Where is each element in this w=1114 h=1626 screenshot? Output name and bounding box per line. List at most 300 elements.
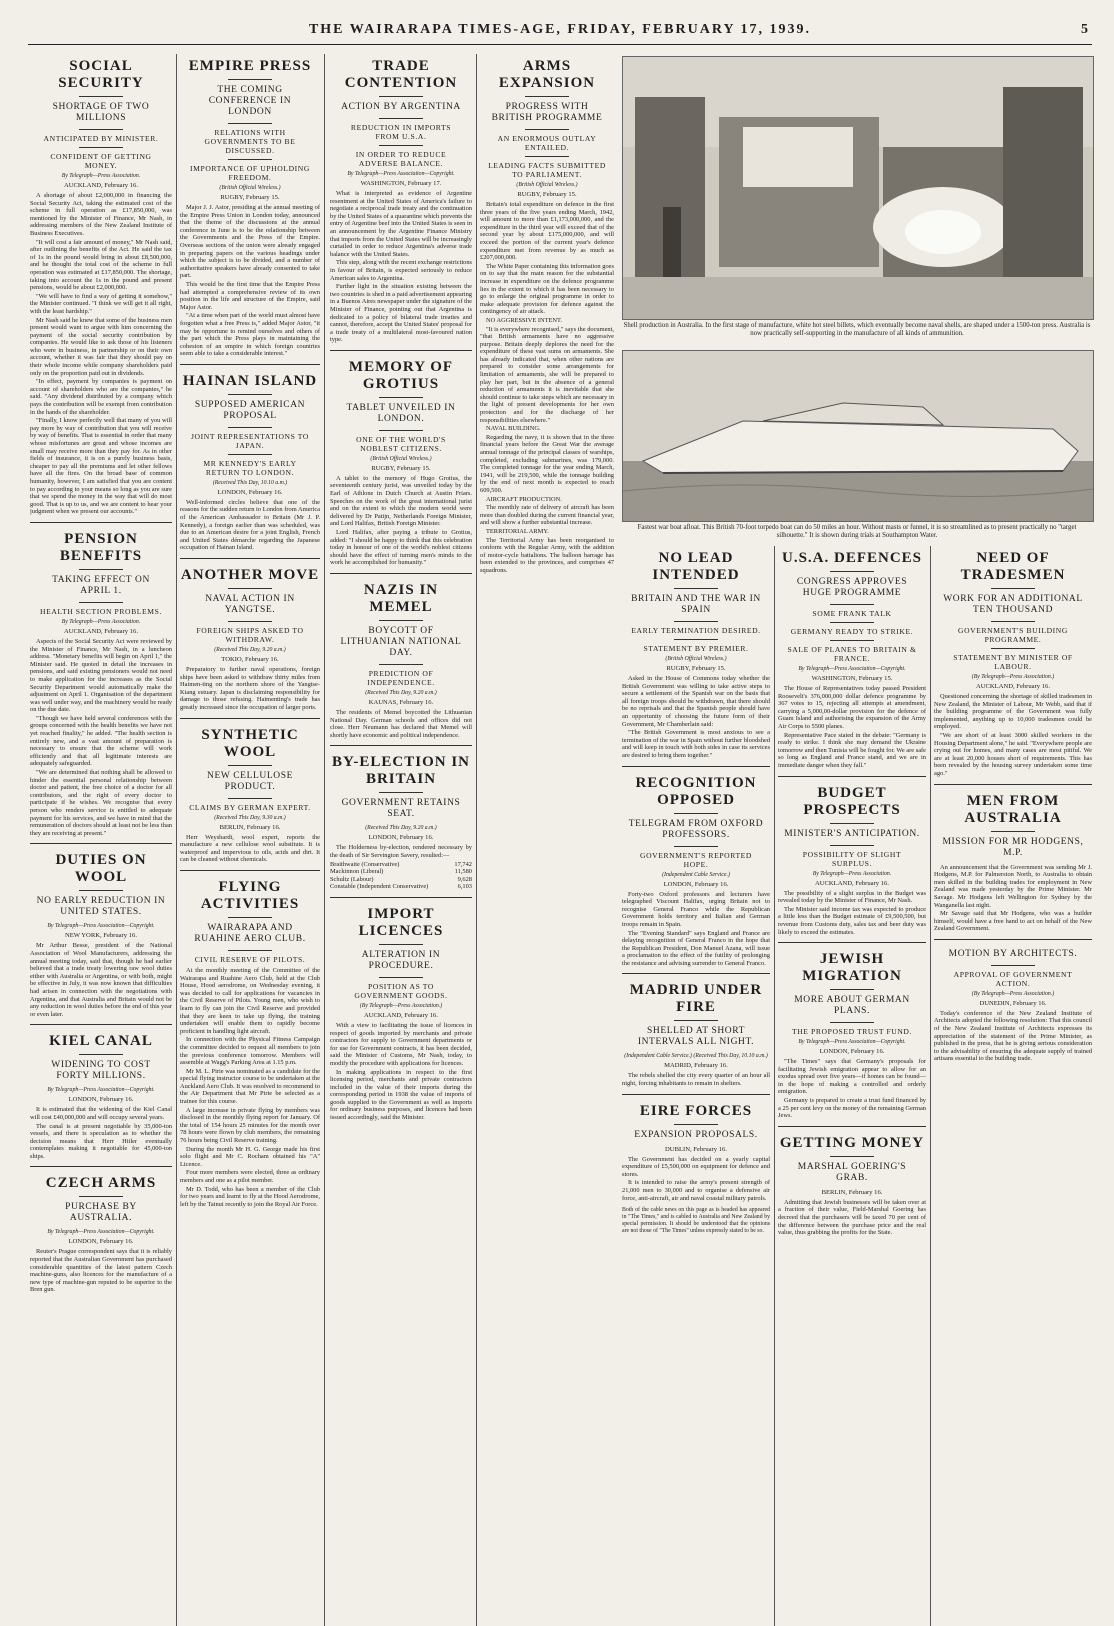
divider xyxy=(228,765,272,766)
article-paragraph: It is estimated that the widening of the Kiel Canal will cost £40,000,000 and will occupy several years. xyxy=(30,1106,172,1121)
page-number: 5 xyxy=(1081,22,1088,37)
article-paragraph: The House of Representatives today passed President Roosevelt's 376,000,000 dollar defence programme by 367 votes to 15, rejecting all attempts at amendment, carrying a 5,000,00-dollar provision for the defence of Guam Island and authorising the expansion of the Army Air Corps to 5500 planes. xyxy=(778,685,926,730)
article-paragraph: Mr D. Todd, who has been a member of the Club for two years and learnt to fly at the Hood Aerodrome, left by the Tainui recently to join the Royal Air Force. xyxy=(180,1185,320,1208)
article-byline: By Telegraph—Press Association—Copyright. xyxy=(798,1039,906,1046)
article-subhead: PREDICTION OF INDEPENDENCE. xyxy=(367,669,435,687)
article-paragraph: The residents of Memel boycotted the Lithuanian National Day. German schools and offices did not close. Herr Neumann has declared that Memel will shortly have economic and political independence. xyxy=(330,709,472,739)
article-body xyxy=(934,864,1092,933)
article-paragraph: Questioned concerning the shortage of skilled tradesmen in New Zealand, the Minister of Labour, Mr Webb, said that if the building programme of the Government was fully implemented, anything up to 10,000 tradesmen could be employed. xyxy=(934,693,1092,731)
article-body xyxy=(180,499,320,552)
article-paragraph: Mr M. L. Pirie was nominated as a candidate for the special flying instructor course to be undertaken at the Auckland Aero Club. It was resolved to recommend to the Air Department that Mr Pirie be selected as a trainee for this course. xyxy=(180,1067,320,1106)
article-paragraph: Representative Pace stated in the debate: "Germany is ready to strike. I think she may demand the Ukraine tomorrow and then Tunisia will be fought for. We are safe so long as England and France stand, and we are in immediate danger when they fall." xyxy=(778,731,926,769)
article-paragraph: At the monthly meeting of the Committee of the Wairarapa and Ruahine Aero Club, held at the Club House, Hood aerodrome, on Wednesday evening, it was decided to call for applications for vacancies in the Civil Reserve of Pilots. Young men, who wish to learn to fly can join the Civil Reserve and provided that they are keen to take up flying, the training undertaken will enable them to rapidly become proficient in handling light aircraft. xyxy=(180,966,320,1035)
article-byline: By Telegraph—Press Association—Copyright. xyxy=(47,1087,155,1094)
divider xyxy=(830,823,874,824)
article-subhead: PURCHASE BY AUSTRALIA. xyxy=(65,1202,137,1224)
article-paragraph: Aspects of the Social Security Act were reviewed by the Minister of Finance, Mr Nash, in a luncheon address. "Monetary benefits will begin on April 1," the Minister said. He quoted in detail the increases in pensions, and said existing pensioners would not need to make application for the increases as the Social Security Department would automatically make the adjustment on April 1. Organisation of the department was well under way, and the machinery would be ready on the due date. xyxy=(30,637,172,714)
article-body xyxy=(30,1248,172,1294)
article-byline: By Telegraph—Press Association. xyxy=(61,618,141,625)
article xyxy=(180,870,320,1208)
article xyxy=(934,939,1092,1063)
article xyxy=(622,1094,770,1203)
page-footnote: Both of the cable news on this page as is headed has appeared in "The Times," and is cabled to Australia and New Zealand by special permission. It should be understood that the opinions are not those of "The Times" unless expressly stated to be so. xyxy=(622,1207,770,1235)
article-headline: PENSION BENEFITS xyxy=(59,530,143,564)
article-paragraph: The canal is at present negotiable by 35,000-ton vessels, and there is speculation as to whether the decision means that Herr Hitler eventually contemplates making it negotiable for 45,000-ton ships. xyxy=(30,1122,172,1160)
divider xyxy=(830,640,874,641)
article-paragraph: Britain's total expenditure on defence in the first three years of the five years ending March, 1942, will amount to more than £1,173,000,000, and the expenditure in the third year will exceed that of the second year by about £175,000,000, and will exceed the portion of the current year's defence expenditure met from revenue by as much as £207,000,000. xyxy=(480,201,614,262)
article-paragraph: The monthly rate of delivery of aircraft has been more than doubled during the current financial year, and will show a further substantial increase. xyxy=(480,504,614,527)
article-byline: By Telegraph—Press Association—Copyright. xyxy=(798,666,906,672)
article-subhead: STATEMENT BY PREMIER. xyxy=(643,644,749,653)
article-paragraph: "In effect, payment by companies is payment on account of shareholders who are the companies," he said. "Any dividend distributed by a company which pays the contribution will be exempt from contribution in the hands of the shareholder. xyxy=(30,378,172,416)
divider xyxy=(379,977,423,978)
article-headline: TRADE CONTENTION xyxy=(344,58,458,91)
article-headline: GETTING MONEY xyxy=(779,1134,925,1151)
election-result-row xyxy=(330,883,472,891)
article-dateline: LONDON, February 16. xyxy=(663,880,729,888)
divider xyxy=(228,798,272,799)
divider xyxy=(79,1196,123,1197)
article xyxy=(622,550,770,760)
divider xyxy=(228,159,272,160)
article-paragraph: During the month Mr H. G. George made his first solo flight and Mr C. Rocham obtained his "A" Licence. xyxy=(180,1145,320,1168)
article-subhead: SOME FRANK TALK xyxy=(812,609,892,618)
article-paragraph: Asked in the House of Commons today whether the British Government was willing to take active steps to secure a settlement of the Spanish war on the basis that all foreign troops should be withdrawn, that there should be no reprisals and that the Spanish people should have an opportunity of choosing the future form of their Government, Mr Chamberlain said: xyxy=(622,675,770,728)
article-headline: NEED OF TRADESMEN xyxy=(960,550,1066,583)
article-subhead: TAKING EFFECT ON APRIL 1. xyxy=(52,574,150,596)
article-dateline: MADRID, February 16. xyxy=(664,1062,728,1070)
candidate-name: Schultz (Labour) xyxy=(330,875,374,883)
article-paragraph: Major J. J. Astor, presiding at the annual meeting of the Empire Press Union in London today, announced that the theme of the discussions at the annual conference in June is to be the relationship between the Governments and the Press of the Empire. Overseas sections of the union were already engaged in preparing papers on the various headings under which the subject is to be divided, and a number of authoritative speakers have already consented to take part. xyxy=(180,204,320,280)
article-byline: By Telegraph—Press Association—Copyright. xyxy=(47,1229,155,1236)
article-subhead: MR KENNEDY'S EARLY RETURN TO LONDON. xyxy=(203,458,297,477)
article-dateline: NEW YORK, February 16. xyxy=(65,932,137,940)
article xyxy=(180,718,320,864)
election-result-row xyxy=(330,868,472,876)
article-body xyxy=(778,1058,926,1120)
article-body xyxy=(330,1022,472,1122)
article-paragraph: Mr Savage said that Mr Hodgens, who was a builder himself, would have a free hand to act on behalf of the New Zealand Government. xyxy=(934,910,1092,933)
article-paragraph: In connection with the Physical Fitness Campaign the committee decided to request all members to join the previous conference tomorrow. Members will assemble at Wagg's Parking Area at 1.15 p.m. xyxy=(180,1036,320,1067)
divider xyxy=(991,588,1035,589)
article-byline: (British Official Wireless.) xyxy=(370,455,432,462)
article-subhead: MORE ABOUT GERMAN PLANS. xyxy=(794,995,910,1017)
divider xyxy=(674,846,718,847)
divider xyxy=(991,648,1035,649)
article-headline: MEN FROM AUSTRALIA xyxy=(964,792,1062,826)
article-headline: SOCIAL SECURITY xyxy=(58,58,144,91)
divider xyxy=(674,813,718,814)
article-paragraph: Preparatory to further naval operations, foreign ships have been asked to withdraw thirty miles from Haimen-ting on the northern shore of the Yangtse-Kiang estuary. Japan is disclaiming responsibility for damage to those refusing. Haimenting's trade has greatly increased since the occupation of larger ports. xyxy=(180,666,320,711)
article-body xyxy=(622,1072,770,1087)
article-body xyxy=(778,685,926,770)
article xyxy=(30,58,172,516)
article-byline: (By Telegraph—Press Association.) xyxy=(359,1002,443,1009)
article xyxy=(180,558,320,712)
article-headline: FLYING ACTIVITIES xyxy=(200,878,300,912)
article-subhead: POSSIBILITY OF SLIGHT SURPLUS. xyxy=(802,849,902,868)
divider xyxy=(79,147,123,148)
divider xyxy=(228,79,272,80)
column-6 xyxy=(778,546,931,1626)
article xyxy=(934,550,1092,778)
article-subhead: NEW CELLULOSE PRODUCT. xyxy=(207,770,293,792)
article-paragraph: The possibility of a slight surplus in the Budget was revealed today by the Minister of Finance, Mr Nash. xyxy=(778,889,926,905)
article-paragraph: Lord Halifax, after paying a tribute to Grotius, added: "I should be happy to think that this celebration today in honour of one of the world's noblest citizens should have the effect of turning men's minds to the work he accomplished for humanity." xyxy=(330,529,472,567)
article-subhead: CONFIDENT OF GETTING MONEY. xyxy=(50,152,152,170)
article-paragraph: A large increase in private flying by members was disclosed in the monthly flying report for January. Of the total of 154 hours 25 minutes for the month over 78 hours were flown by club members, the remaining 76 hours being Civil Reserve training. xyxy=(180,1106,320,1145)
article xyxy=(778,550,926,770)
article-paragraph: NAVAL BUILDING. xyxy=(486,425,541,433)
article-paragraph: Mr Arthur Besse, president of the National Association of Wool Manufacturers, addressing the annual meeting today, said that, though he had earlier believed that a trade treaty lowering raw wool duties either with Australia or Argentina, or with both, might be effective in July, it was now known that difficulties had arisen in connection with the negotiations with Argentina, and that Australia and Britain would not be any reduction in wool duties before the end of this year or even later. xyxy=(30,942,172,1018)
divider xyxy=(228,394,272,395)
article-byline: (Received This Day, 10.10 a.m.) xyxy=(212,479,288,486)
article-subhead: MISSION FOR MR HODGENS, M.P. xyxy=(942,836,1084,858)
shell-press-image xyxy=(623,57,1093,319)
article-headline: CZECH ARMS xyxy=(45,1175,157,1192)
article-subhead: CIVIL RESERVE OF PILOTS. xyxy=(194,954,306,964)
article-subhead: SHELLED AT SHORT INTERVALS ALL NIGHT. xyxy=(637,1026,755,1048)
article-byline: (Independent Cable Service.) (Received This Day, 10.10 a.m.) xyxy=(624,1053,768,1060)
article-subhead: EARLY TERMINATION DESIRED. xyxy=(631,626,761,635)
divider xyxy=(379,430,423,431)
divider xyxy=(830,989,874,990)
article-byline: (British Official Wireless.) xyxy=(219,185,281,191)
article-subhead: APPROVAL OF GOVERNMENT ACTION. xyxy=(953,969,1073,988)
article-subhead: WIDENING TO COST FORTY MILLIONS. xyxy=(51,1060,151,1082)
article-dateline: KAUNAS, February 16. xyxy=(368,699,434,706)
article-headline: JEWISH MIGRATION xyxy=(802,951,902,985)
article-subhead: GOVERNMENT'S REPORTED HOPE. xyxy=(639,850,753,869)
article-body xyxy=(778,1199,926,1237)
article-paragraph: "We are short of at least 3000 skilled workers in the Housing Department alone," he said. "Everywhere people are crying out for homes, and many cases are most pitiful. We are at least 20,000 houses short of requirements. This has been revealed by the housing survey undertaken some time ago." xyxy=(934,731,1092,777)
divider xyxy=(991,831,1035,832)
article-headline: HAINAN ISLAND xyxy=(182,372,318,389)
article-paragraph: The "Evening Standard" says England and France are delaying recognition of General Franco in the hope that the Republican President, Don Manuel Azana, will issue a proclamation to the effect of the futility of prolonging the resistance and advising surrender to General Franco. xyxy=(622,929,770,967)
column-3 xyxy=(330,54,477,1626)
article-subhead: NO EARLY REDUCTION IN UNITED STATES. xyxy=(36,896,166,918)
article-body xyxy=(330,475,472,567)
divider xyxy=(674,639,718,640)
divider xyxy=(79,129,123,130)
divider xyxy=(79,96,123,97)
article-subhead: MARSHAL GOERING'S GRAB. xyxy=(797,1161,907,1183)
article-paragraph: "Finally, I know perfectly well that many of you will pay more by way of contribution that you will receive by way of benefits. That is essential in order that many whose misfortunes are great and whose incomes are small may receive more than they pay for. As in other fields of insurance, it is on a purely business basis, cheaper to pay all the premiums and let other fellows have all the fires. On the broad base of common humanity, however, I am satisfied that you are content to pay according to your means so long as you are sure that we spend the money in the way that will do most good. That is up to us, and we are content to hear your judgment when we present our accounts." xyxy=(30,417,172,516)
divider xyxy=(379,620,423,621)
divider xyxy=(228,427,272,428)
article xyxy=(778,776,926,937)
divider xyxy=(379,118,423,119)
article-paragraph: "We are determined that nothing shall be allowed to hinder the essential personal relationship between doctor and patient, the free choice of a doctor for all contributors, and the right of every doctor to participate if he wishes. We recognise that every person who renders service is entitled to adequate payment for his services, and we have in mind that the remuneration of doctors should at least not be less than they are receiving at present." xyxy=(30,769,172,837)
article xyxy=(622,766,770,968)
article-dateline: RUGBY, February 15. xyxy=(371,464,431,472)
candidate-votes: 11,580 xyxy=(454,868,472,876)
article-byline: (Received This Day, 9.30 a.m.) xyxy=(214,814,286,821)
article-headline: ANOTHER MOVE xyxy=(180,567,320,584)
article-dateline: BERLIN, February 16. xyxy=(219,823,281,831)
article-headline: U.S.A. DEFENCES xyxy=(781,550,923,566)
article-byline: By Telegraph—Press Association. xyxy=(61,173,141,179)
article-dateline: LONDON, February 16. xyxy=(368,834,434,842)
article-body xyxy=(180,666,320,712)
article-paragraph: It is intended to raise the army's present strength of 21,000 men to 30,000 and to organise a defensive air force, anti-aircraft, air and naval coastal military patrols. xyxy=(622,1179,770,1202)
article-subhead: MINISTER'S ANTICIPATION. xyxy=(784,828,920,839)
torpedo-boat-image xyxy=(623,351,1093,521)
candidate-name: Constable (Independent Conservative) xyxy=(330,883,429,891)
candidate-name: Braithwaite (Conservative) xyxy=(330,860,400,868)
article xyxy=(330,897,472,1122)
article-headline: RECOGNITION OPPOSED xyxy=(635,774,757,808)
article-dateline: WASHINGTON, February 15. xyxy=(811,675,893,682)
article-body xyxy=(330,709,472,739)
article-byline: (British Official Wireless.) xyxy=(516,182,578,188)
article-headline: MEMORY OF GROTIUS xyxy=(348,358,454,392)
article xyxy=(180,58,320,358)
divider xyxy=(674,588,718,589)
divider xyxy=(830,1022,874,1023)
candidate-name: Mackinnon (Liberal) xyxy=(330,868,384,876)
election-result-row xyxy=(330,861,472,869)
divider xyxy=(228,454,272,455)
article-dateline: DUBLIN, February 16. xyxy=(665,1145,727,1153)
article-subhead: JOINT REPRESENTATIONS TO JAPAN. xyxy=(190,431,309,450)
article-body xyxy=(180,204,320,358)
column-4 xyxy=(480,54,618,1626)
article-dateline: LONDON, February 16. xyxy=(68,1096,134,1104)
divider xyxy=(674,621,718,622)
article-subhead: ALTERATION IN PROCEDURE. xyxy=(361,949,441,971)
article-byline: By Telegraph—Press Association—Copyright. xyxy=(347,171,455,177)
article-dateline: LONDON, February 16. xyxy=(68,1238,134,1246)
article-paragraph: Today's conference of the New Zealand Institute of Architects adopted the following resolution: That this council of the New Zealand Institute of Architects expresses its appreciation of the statement of the Prime Minister, as published in the press, that he is giving serious consideration to the advisability of ensuring the adequate supply of trained artisans essential to the building trade. xyxy=(934,1009,1092,1063)
article xyxy=(622,973,770,1087)
divider xyxy=(991,965,1035,966)
divider xyxy=(830,622,874,623)
article-byline: (Received This Day, 9.20 a.m.) xyxy=(214,647,286,654)
article-dateline: RUGBY, February 15. xyxy=(220,194,280,201)
article-paragraph: Mr Nash said he knew that some of the business men present would want to argue with him concerning the payment of the social security contribution by companies. He would like to ask those of his listeners who were in business, in partnership or on their own account, whether it was fair that they should pay on their whole income while company shareholders paid only on the proportion paid out in dividends. xyxy=(30,316,172,377)
article-dateline: LONDON, February 16. xyxy=(217,488,283,496)
article-body xyxy=(330,844,472,891)
divider xyxy=(79,569,123,570)
article-body xyxy=(480,201,614,575)
article-subhead: MOTION BY ARCHITECTS. xyxy=(948,948,1078,959)
column-5 xyxy=(622,546,775,1626)
article-subhead: SALE OF PLANES TO BRITAIN & FRANCE. xyxy=(787,645,917,663)
article-dateline: BERLIN, February 16. xyxy=(821,1188,883,1196)
article-byline: (British Official Wireless.) xyxy=(665,656,727,662)
article-body xyxy=(934,1010,1092,1063)
article-body xyxy=(330,190,472,344)
divider xyxy=(379,664,423,665)
article xyxy=(330,350,472,567)
article-paragraph: The rebels shelled the city every quarter of an hour all night, forcing inhabitants to remain in shelters. xyxy=(622,1072,770,1088)
divider xyxy=(525,156,569,157)
article-body xyxy=(778,890,926,937)
candidate-votes: 17,742 xyxy=(454,860,472,868)
article xyxy=(778,942,926,1120)
article xyxy=(30,1024,172,1160)
article-paragraph: "Though we have held several conferences with the groups concerned with the health benefits we have not yet reached finality," he added. "The health section is entirely new, and a vast amount of preparation is necessary to ensure that the scheme will work efficiently and that all legitimate interests are adequately safeguarded. xyxy=(30,714,172,768)
article-subhead: WAIRARAPA AND RUAHINE AERO CLUB. xyxy=(194,922,306,944)
article-headline: BY-ELECTION IN BRITAIN xyxy=(331,754,471,788)
election-result-row xyxy=(330,876,472,884)
article-dateline: WASHINGTON, February 17. xyxy=(360,180,442,187)
article-paragraph: A shortage of about £2,000,000 in financing the Social Security Act, taking the estimated cost of the scheme in full operation as £17,850,000, was mentioned by the Minister of Finance, Mr Nash, in addressing members of the New Zealand Institute of Business Executives. xyxy=(30,192,172,237)
article-paragraph: Regarding the navy, it is shown that in the three financial years before the Great War the average annual tonnage of the principal classes of warships, completed, excluding submarines, was 179,000. The completed tonnage for the year ending March, 1941, will be 219,500, while the tonnage building by the end of next month is expected to reach 609,500. xyxy=(480,433,614,494)
article-headline: MADRID UNDER FIRE xyxy=(629,982,763,1016)
article-subhead: THE COMING CONFERENCE IN LONDON xyxy=(208,85,292,117)
article-byline: By Telegraph—Press Association—Copyright. xyxy=(47,923,155,930)
article-subhead: HEALTH SECTION PROBLEMS. xyxy=(40,606,162,616)
article-paragraph: In making applications in respect to the first licensing period, merchants and private contractors included in the value of their imports during the corresponding period in 1938 the value of imports of goods supplied to the Government as well as imports for ordinary business purposes, and licences had been issued accordingly, said the Minister. xyxy=(330,1068,472,1122)
article-subhead: BRITAIN AND THE WAR IN SPAIN xyxy=(631,594,761,615)
article-headline: NAZIS IN MEMEL xyxy=(363,582,439,615)
article-subhead: THE PROPOSED TRUST FUND. xyxy=(791,1027,913,1037)
article-subhead: AN ENORMOUS OUTLAY ENTAILED. xyxy=(497,134,597,152)
article-subhead: FOREIGN SHIPS ASKED TO WITHDRAW. xyxy=(196,626,304,645)
column-7 xyxy=(934,546,1092,1626)
photo-torpedo-boat xyxy=(622,350,1094,522)
article-subhead: SHORTAGE OF TWO MILLIONS xyxy=(52,102,150,123)
article-paragraph: Four more members were elected, three as ordinary members and one as a pilot member. xyxy=(180,1169,320,1184)
article-dateline: TOKIO, February 16. xyxy=(221,656,279,664)
article-body xyxy=(934,693,1092,778)
article xyxy=(330,573,472,739)
article-paragraph: Reuter's Prague correspondent says that it is reliably reported that the Australian Government has purchased considerable quantities of the latest pattern Czech machine-guns, also licences for the manufacture of a new type of machine-gun reputed to be superior to the Bren gun. xyxy=(30,1248,172,1294)
article-body xyxy=(622,1156,770,1203)
divider xyxy=(674,1124,718,1125)
article-subhead: RELATIONS WITH GOVERNMENTS TO BE DISCUSSED. xyxy=(204,128,296,155)
article-headline: IMPORT LICENCES xyxy=(358,905,444,939)
newspaper-title: THE WAIRARAPA TIMES-AGE, FRIDAY, FEBRUARY 17, 1939. xyxy=(308,22,812,37)
article-body xyxy=(30,192,172,516)
article-subhead: STATEMENT BY MINISTER OF LABOUR. xyxy=(953,653,1073,671)
article-paragraph: "It will cost a fair amount of money," Mr Nash said, after outlining the benefits of the Act. He said the tax of 1s in the pound would bring in about £8,500,000, and he thought the total cost of the scheme in full operation was estimated at £17,850,000. The shortage, taking into account the 1s in the pound and present pensions, would be about £2,000,000. xyxy=(30,238,172,292)
article-byline: (Independent Cable Service.) xyxy=(662,871,730,878)
divider xyxy=(228,621,272,622)
divider xyxy=(379,792,423,793)
article-paragraph: AIRCRAFT PRODUCTION. xyxy=(486,495,562,503)
article-subhead: ANTICIPATED BY MINISTER. xyxy=(43,134,159,143)
article-headline: BUDGET PROSPECTS xyxy=(803,784,901,818)
article-subhead: CONGRESS APPROVES HUGE PROGRAMME xyxy=(796,577,908,598)
article xyxy=(480,58,614,575)
divider xyxy=(379,944,423,945)
divider xyxy=(379,145,423,146)
article-byline: (By Telegraph—Press Association.) xyxy=(971,674,1055,680)
article xyxy=(180,364,320,552)
divider xyxy=(79,890,123,891)
article-subhead: GOVERNMENT'S BUILDING PROGRAMME. xyxy=(958,626,1068,644)
article-dateline: AUCKLAND, February 16. xyxy=(976,683,1050,690)
column-1 xyxy=(30,54,177,1626)
article-paragraph: Germany is prepared to create a trust fund financed by a 25 per cent levy on the money of the remaining German Jews. xyxy=(778,1097,926,1120)
article-dateline: RUGBY, February 15. xyxy=(666,665,726,672)
article-subhead: POSITION AS TO GOVERNMENT GOODS. xyxy=(354,981,448,1000)
divider xyxy=(830,845,874,846)
article-paragraph: TERRITORIAL ARMY. xyxy=(486,527,549,535)
article xyxy=(778,1126,926,1237)
article xyxy=(330,58,472,344)
article-headline: EMPIRE PRESS xyxy=(188,58,312,74)
article-paragraph: The Minister said income tax was expected to produce a little less than the Budget estimate of £9,500,500, but revenue from Customs duty, sales tax and beer duty was likely to exceed the estimates. xyxy=(778,905,926,936)
article-paragraph: With a view to facilitating the issue of licences in respect of goods imported by merchants and private contractors for supply to Government departments or for use for Government contracts, it has been decided, said the Minister of Customs, Mr Nash, today, to modify the procedure with applications for licences. xyxy=(330,1021,472,1067)
article-subhead: NAVAL ACTION IN YANGTSE. xyxy=(205,594,295,616)
divider xyxy=(525,96,569,97)
article-paragraph: "The British Government is most anxious to see a termination of the war in Spain without further bloodshed and will keep in touch with both sides in case its services are desired to bring them together." xyxy=(622,729,770,759)
article-paragraph: Well-informed circles believe that one of the reasons for the sudden return to London from America of the American Ambassador to Britain (Mr J. P. Kennedy), a foreign earlier than was scheduled, was due to an American desire for a joint English, French and United States démarche regarding the Japanese occupation of Hainan Island. xyxy=(180,498,320,552)
article-subhead: PROGRESS WITH BRITISH PROGRAMME xyxy=(491,102,603,123)
divider xyxy=(830,571,874,572)
article-subhead: WORK FOR AN ADDITIONAL TEN THOUSAND xyxy=(943,594,1083,615)
article-headline: NO LEAD INTENDED xyxy=(652,550,740,583)
article-body xyxy=(180,967,320,1208)
masthead xyxy=(28,10,1092,45)
article-paragraph: The Territorial Army has been reorganised to conform with the Regular Army, with the addition of motor-cycle battalions. The balloon barrage has been extended to the provinces, and comprises 47 squadrons. xyxy=(480,536,614,574)
article-subhead: IMPORTANCE OF UPHOLDING FREEDOM. xyxy=(190,164,310,182)
article-paragraph: Admitting that Jewish businesses will be taken over at a fraction of their value, Field-Marshal Goering has decreed that the purchasers will be taxed 70 per cent of the difference between the purchase price and the real value, thus grabbing the profits for the State. xyxy=(778,1198,926,1237)
article-body xyxy=(30,1106,172,1160)
divider xyxy=(228,950,272,951)
article xyxy=(30,1166,172,1294)
divider xyxy=(228,123,272,124)
article-dateline: AUCKLAND, February 16. xyxy=(64,627,138,635)
article-body xyxy=(622,675,770,760)
article-dateline: AUCKLAND, February 16. xyxy=(815,879,889,887)
article-subhead: GOVERNMENT RETAINS SEAT. xyxy=(341,798,461,820)
article-subhead: LEADING FACTS SUBMITTED TO PARLIAMENT. xyxy=(488,161,606,179)
article-headline: KIEL CANAL xyxy=(49,1033,153,1050)
article-paragraph: An announcement that the Government was sending Mr J. Hodgens, M.P. for Palmerston North, to Australia to obtain men skilled in the building trades for employment in New Zealand was made yesterday by the Prime Minister. Mr Savage. Mr Hodgens left Wellington for Sydney by the Wanganella last night. xyxy=(934,863,1092,909)
article-paragraph: What is interpreted as evidence of Argentine resentment at the United States of America's failure to negotiate a reciprocal trade treaty and the continuation by the United States of a quarantine which prevents the entry of Argentine beef into the United States is seen in an announcement by the Argentine Finance Ministry that imports from the United States will be increasingly curtailed in order to reduce Argentina's adverse trade balance with the United States. xyxy=(330,190,472,258)
article-dateline: LONDON, February 16. xyxy=(819,1048,885,1056)
article-subhead: BOYCOTT OF LITHUANIAN NATIONAL DAY. xyxy=(340,626,462,658)
candidate-votes: 6,103 xyxy=(457,883,472,891)
article xyxy=(30,843,172,1018)
article-headline: ARMS EXPANSION xyxy=(498,58,596,91)
divider xyxy=(79,1054,123,1055)
article-byline: (By Telegraph—Press Association.) xyxy=(971,990,1055,997)
article-dateline: DUNEDIN, February 16. xyxy=(979,999,1047,1007)
article-paragraph: A tablet to the memory of Hugo Grotius, the seventeenth century jurist, was unveiled today by the Earl of Athlone in Dutch Church at Austin Friars. Speeches on the work of the great international jurist and on the extent to which the modern world were delivered by Dr Patijn, Netherlands Foreign Minister, and Lord Halifax, British Foreign Minister. xyxy=(330,474,472,528)
article-paragraph: The Government has decided on a yearly capital expenditure of £5,500,000 on equipment for defence and stores. xyxy=(622,1155,770,1178)
photo-caption-boat: Fastest war boat afloat. This British 70-foot torpedo boat can do 50 miles an hour. Without masts or funnel, it is so streamlined as to present practically no "target silhouette." It is shown during trials at Southampton Water. xyxy=(637,524,1077,540)
article-subhead: SUPPOSED AMERICAN PROPOSAL xyxy=(194,399,306,421)
article-byline: By Telegraph—Press Association. xyxy=(812,870,892,877)
article-body xyxy=(30,942,172,1018)
article-headline: SYNTHETIC WOOL xyxy=(201,726,299,760)
article xyxy=(30,522,172,837)
article-subhead: ACTION BY ARGENTINA xyxy=(341,102,461,112)
photo-shell-production xyxy=(622,56,1094,320)
article-subhead: TELEGRAM FROM OXFORD PROFESSORS. xyxy=(628,818,764,840)
divider xyxy=(79,602,123,603)
article-paragraph: "At a time when part of the world must almost have forgotten what a free Press is," added Major Astor, "it may be opportune to remind ourselves and others of the part which the Press plays in maintaining the cohesion of an empire in which foreign countries seem able to take a considerable interest." xyxy=(180,312,320,358)
article-body xyxy=(180,834,320,864)
divider xyxy=(830,604,874,605)
divider xyxy=(830,1156,874,1157)
article-subhead: GERMANY READY TO STRIKE. xyxy=(790,627,914,636)
article-paragraph: Further light in the situation existing between the two countries is shed in a paid advertisement appearing in a Buenos Aires newspaper under the signature of the Minister of Finance, pointing out that Argentina is dedicated to a policy of bilateral trade treaties and cannot, therefore, accept the United States' proposal for a trade treaty of a multilateral most-favoured nation type. xyxy=(330,283,472,344)
article-dateline: AUCKLAND, February 16. xyxy=(64,182,138,189)
article-paragraph: This step, along with the recent exchange restrictions in favour of Britain, is expected seriously to reduce American sales to Argentina. xyxy=(330,259,472,282)
article-headline: DUTIES ON WOOL xyxy=(55,852,147,886)
article-subhead: ONE OF THE WORLD'S NOBLEST CITIZENS. xyxy=(356,434,446,453)
article-headline: EIRE FORCES xyxy=(639,1102,753,1119)
article-paragraph: "It is everywhere recognised," says the document, "that British armaments have no aggressive purpose. Britain deeply deplores the need for the expenditure of these vast sums on armaments. She has already indicated that, when other nations are prepared to consider some arrangements for limitation of armaments, she will be prepared to play her part, but in the absence of a general reduction of armaments it is inevitable that she should continue to take steps which are necessary in the light of present developments for her own protection and for the discharge of her responsibilities elsewhere." xyxy=(480,325,614,424)
article-paragraph: The Holderness by-election, rendered necessary by the death of Sir Servington Savery, resulted:— xyxy=(330,844,472,859)
